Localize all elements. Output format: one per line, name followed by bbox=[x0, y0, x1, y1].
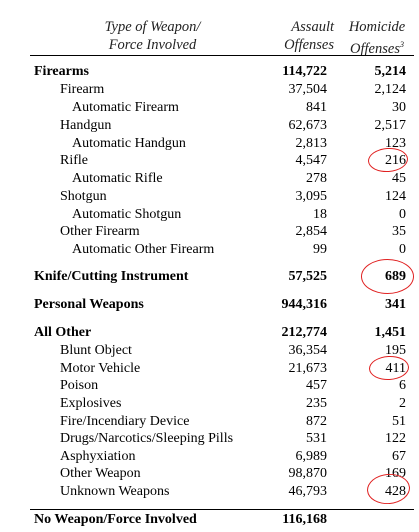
row-label: Other Firearm bbox=[60, 224, 140, 239]
row-label: Shotgun bbox=[60, 189, 107, 204]
row-label: Rifle bbox=[60, 153, 88, 168]
row-label: Poison bbox=[60, 378, 99, 393]
table-row bbox=[0, 206, 419, 224]
assault-value: 944,316 bbox=[281, 297, 327, 312]
assault-value: 841 bbox=[306, 100, 327, 115]
row-label: Automatic Other Firearm bbox=[72, 242, 215, 257]
row-label: Automatic Firearm bbox=[72, 100, 179, 115]
assault-value: 6,989 bbox=[295, 449, 327, 464]
assault-value: 46,793 bbox=[288, 484, 327, 499]
table-row bbox=[0, 223, 419, 241]
row-label: Automatic Handgun bbox=[72, 136, 186, 151]
assault-value: 21,673 bbox=[288, 361, 327, 376]
homicide-value: 122 bbox=[385, 431, 406, 446]
assault-value: 2,854 bbox=[295, 224, 327, 239]
assault-value: 457 bbox=[306, 378, 327, 393]
homicide-value: 123 bbox=[385, 136, 406, 151]
homicide-value: 45 bbox=[392, 171, 406, 186]
assault-value: 36,354 bbox=[288, 343, 327, 358]
header-rule bbox=[30, 55, 414, 56]
homicide-value: 124 bbox=[385, 189, 406, 204]
column-header-homicide: Homicide Offenses$^3$ bbox=[348, 19, 406, 57]
homicide-value: 411 bbox=[385, 361, 406, 376]
table-row bbox=[0, 81, 419, 99]
column-header-type: Type of Weapon/ Force Involved bbox=[104, 19, 201, 53]
homicide-value: 5,214 bbox=[374, 64, 406, 79]
row-label: Firearm bbox=[60, 82, 105, 97]
table-row bbox=[0, 135, 419, 153]
table-row bbox=[0, 188, 419, 206]
homicide-value: 428 bbox=[385, 484, 406, 499]
homicide-value: 67 bbox=[392, 449, 406, 464]
table-row bbox=[0, 448, 419, 466]
assault-value: 531 bbox=[306, 431, 327, 446]
row-label: Automatic Rifle bbox=[72, 171, 163, 186]
homicide-value: 6 bbox=[399, 378, 406, 393]
table-row bbox=[0, 483, 419, 501]
homicide-value: 341 bbox=[385, 297, 406, 312]
table-row-all-other bbox=[0, 324, 419, 342]
homicide-value: 0 bbox=[399, 242, 406, 257]
assault-value: 114,722 bbox=[282, 64, 327, 79]
homicide-value: 2,124 bbox=[374, 82, 406, 97]
column-header-assault: Assault Offenses bbox=[284, 19, 334, 53]
homicide-value: 35 bbox=[392, 224, 406, 239]
table-header bbox=[0, 0, 419, 57]
assault-value: 2,813 bbox=[295, 136, 327, 151]
row-label: Blunt Object bbox=[60, 343, 132, 358]
assault-value: 98,870 bbox=[288, 466, 327, 481]
table-row bbox=[0, 241, 419, 259]
section-rule bbox=[30, 509, 414, 510]
assault-value: 37,504 bbox=[288, 82, 327, 97]
row-label: Handgun bbox=[60, 118, 112, 133]
row-label: Asphyxiation bbox=[60, 449, 136, 464]
row-label: Motor Vehicle bbox=[60, 361, 141, 376]
table-row bbox=[0, 430, 419, 448]
table-row bbox=[0, 170, 419, 188]
homicide-value: 0 bbox=[399, 207, 406, 222]
table-row bbox=[0, 117, 419, 135]
assault-value: 872 bbox=[306, 414, 327, 429]
table-row bbox=[0, 360, 419, 378]
table-row bbox=[0, 342, 419, 360]
assault-value: 116,168 bbox=[282, 512, 327, 527]
row-label: Knife/Cutting Instrument bbox=[34, 269, 189, 284]
table-row bbox=[0, 377, 419, 395]
table-row bbox=[0, 99, 419, 117]
homicide-value: 1,451 bbox=[374, 325, 406, 340]
assault-value: 278 bbox=[306, 171, 327, 186]
table-row bbox=[0, 465, 419, 483]
row-label: Fire/Incendiary Device bbox=[60, 414, 190, 429]
table-row-knife bbox=[0, 268, 419, 286]
assault-value: 235 bbox=[306, 396, 327, 411]
table-row bbox=[0, 413, 419, 431]
table-row bbox=[0, 152, 419, 170]
row-label: Personal Weapons bbox=[34, 297, 144, 312]
table-row bbox=[0, 395, 419, 413]
homicide-value: 195 bbox=[385, 343, 406, 358]
row-label: All Other bbox=[34, 325, 92, 340]
assault-value: 62,673 bbox=[288, 118, 327, 133]
assault-value: 212,774 bbox=[281, 325, 327, 340]
homicide-value: 2,517 bbox=[374, 118, 406, 133]
row-label: No Weapon/Force Involved bbox=[34, 512, 197, 527]
homicide-value: 216 bbox=[385, 153, 406, 168]
row-label: Drugs/Narcotics/Sleeping Pills bbox=[60, 431, 234, 446]
assault-value: 57,525 bbox=[288, 269, 327, 284]
homicide-value: 30 bbox=[392, 100, 406, 115]
row-label: Explosives bbox=[60, 396, 122, 411]
row-label: Automatic Shotgun bbox=[72, 207, 182, 222]
table-row-personal-weapons bbox=[0, 296, 419, 314]
homicide-value: 169 bbox=[385, 466, 406, 481]
table-row-firearms bbox=[0, 63, 419, 81]
row-label: Other Weapon bbox=[60, 466, 141, 481]
homicide-value: 2 bbox=[399, 396, 406, 411]
homicide-value: 689 bbox=[385, 269, 406, 284]
assault-value: 18 bbox=[313, 207, 327, 222]
row-label: Unknown Weapons bbox=[60, 484, 170, 499]
homicide-value: 51 bbox=[392, 414, 406, 429]
assault-value: 99 bbox=[313, 242, 327, 257]
assault-value: 4,547 bbox=[295, 153, 327, 168]
footnote-marker: 3 bbox=[399, 40, 404, 49]
row-label: Firearms bbox=[34, 64, 89, 79]
assault-value: 3,095 bbox=[295, 189, 327, 204]
table-row-no-weapon bbox=[0, 511, 419, 529]
